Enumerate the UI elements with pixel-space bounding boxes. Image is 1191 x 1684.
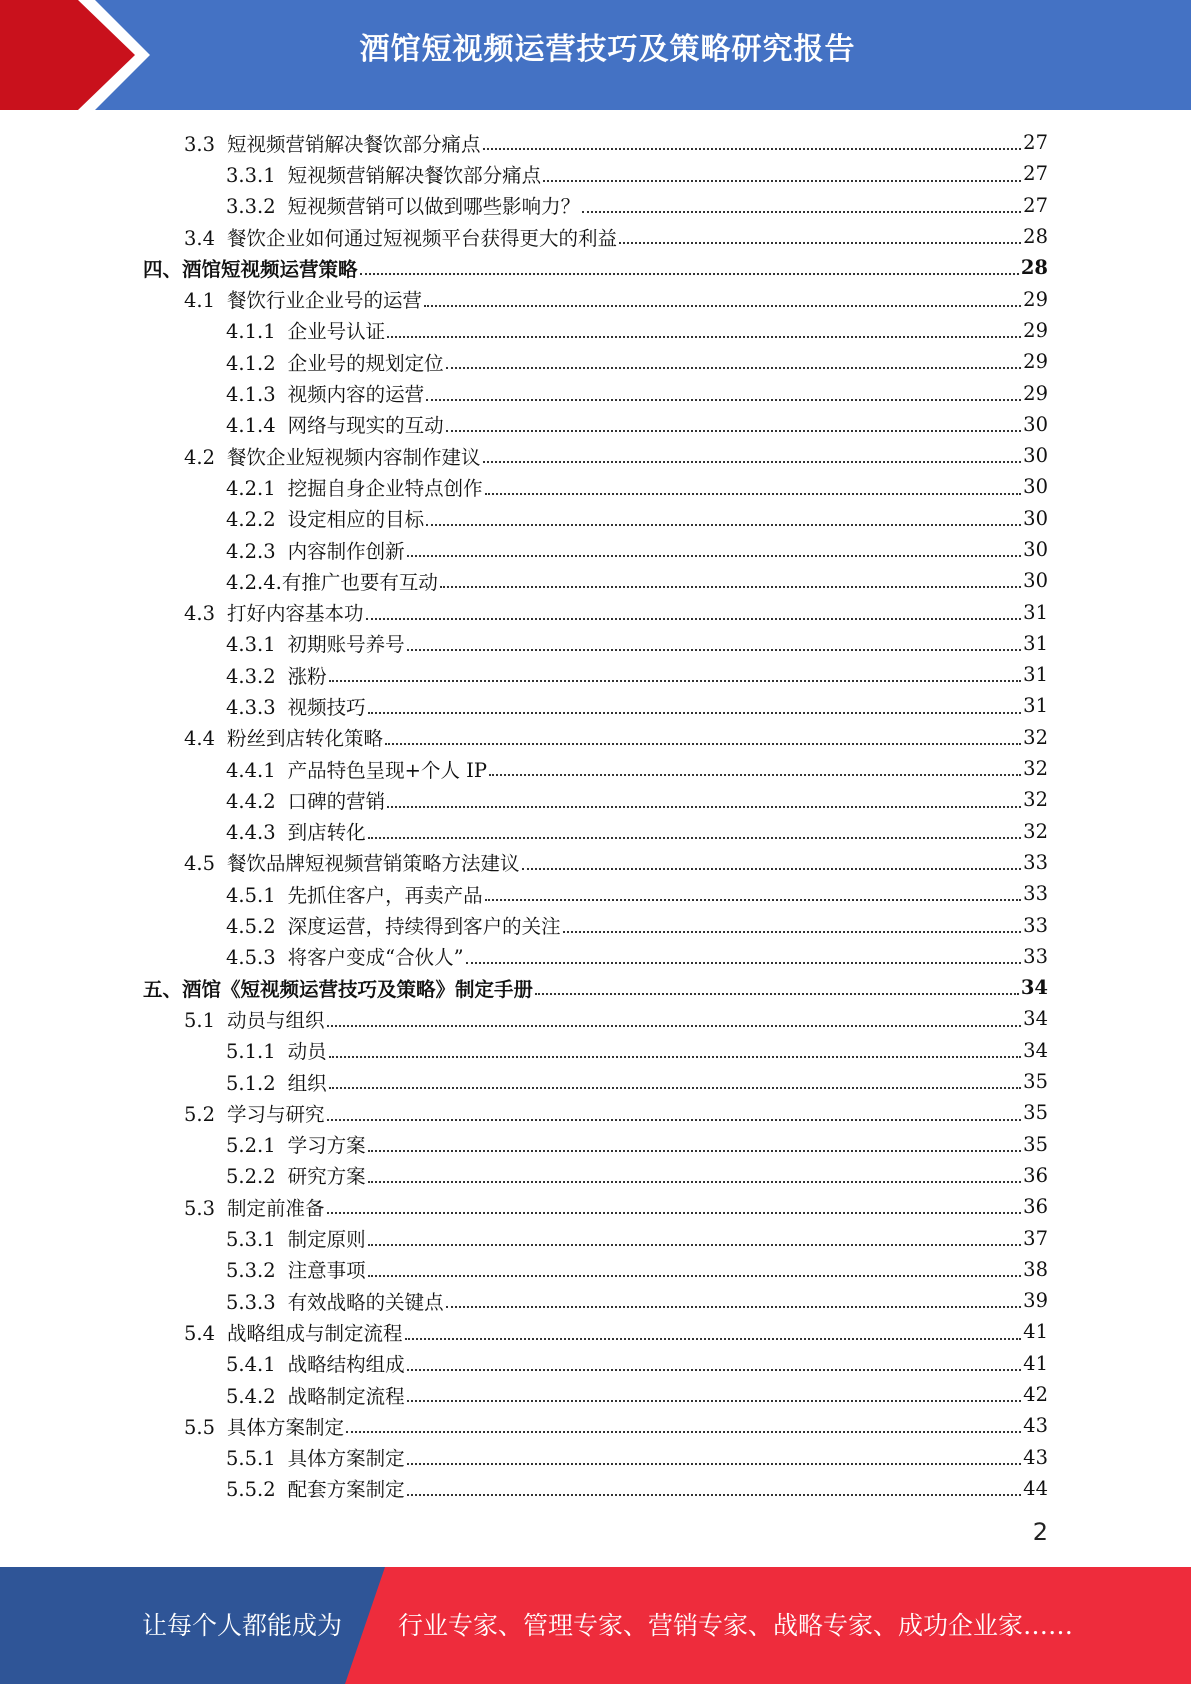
toc-entry-number: 5.4.1: [226, 1353, 276, 1377]
toc-entry-label: 战略制定流程: [287, 1384, 405, 1408]
toc-entry[interactable]: [0, 1441, 1191, 1472]
toc-entry-title: [184, 1099, 325, 1127]
toc-dot-leader: [327, 1025, 1022, 1027]
toc-dot-leader: [543, 180, 1021, 182]
toc-entry-number: 4.3.2: [226, 664, 276, 688]
toc-entry-title: [184, 1412, 344, 1440]
toc-entry-page: 35: [1023, 1132, 1048, 1156]
toc-entry-number: 5.5.1: [226, 1447, 276, 1471]
toc-entry-number: 4.4: [184, 727, 216, 751]
toc-entry[interactable]: [0, 596, 1191, 627]
toc-entry-page: 27: [1023, 162, 1048, 186]
toc-entry-label: 学习方案: [287, 1134, 366, 1158]
toc-entry-title: [226, 1474, 405, 1502]
toc-entry[interactable]: [0, 346, 1191, 377]
toc-entry-label: 战略组成与制定流程: [227, 1321, 403, 1345]
toc-entry-number: 5.5.2: [226, 1478, 276, 1502]
toc-dot-leader: [446, 367, 1022, 369]
toc-entry-title: [143, 974, 533, 1002]
toc-entry-title: [226, 1161, 366, 1189]
toc-dot-leader: [360, 273, 1019, 275]
toc-entry-number: 4.3.1: [226, 633, 276, 657]
toc-dot-leader: [407, 649, 1022, 651]
toc-entry-number: 4.3.3: [226, 695, 276, 719]
toc-entry-number: 4.2.4.: [226, 570, 282, 594]
toc-entry[interactable]: [0, 283, 1191, 314]
toc-entry-page: 37: [1023, 1226, 1048, 1250]
toc-entry-label: 研究方案: [287, 1165, 366, 1189]
toc-entry-page: 30: [1023, 569, 1048, 593]
toc-dot-leader: [368, 1244, 1022, 1246]
toc-entry-page: 30: [1023, 506, 1048, 530]
toc-entry-number: 5.4: [184, 1321, 216, 1345]
toc-entry-number: 4.2.2: [226, 508, 276, 532]
toc-entry-page: 38: [1023, 1257, 1048, 1281]
toc-entry-label: 口碑的营销: [287, 789, 386, 813]
toc-entry-number: 4.1.3: [226, 383, 276, 407]
toc-entry-label: 组织: [287, 1071, 327, 1095]
toc-entry[interactable]: [0, 252, 1191, 283]
toc-entry[interactable]: [0, 941, 1191, 972]
toc-entry-page: 34: [1023, 1007, 1048, 1031]
toc-entry[interactable]: [0, 1066, 1191, 1097]
toc-entry-title: [226, 191, 580, 219]
toc-entry[interactable]: [0, 1410, 1191, 1441]
toc-entry[interactable]: [0, 1379, 1191, 1410]
toc-dot-leader: [368, 1275, 1022, 1277]
toc-entry-number: 4.4.1: [226, 758, 276, 782]
toc-entry-title: [226, 629, 405, 657]
toc-entry-title: [226, 942, 464, 970]
toc-entry-number: 4.5.3: [226, 946, 276, 970]
toc-entry-page: 28: [1020, 256, 1048, 280]
toc-entry-page: 29: [1023, 350, 1048, 374]
toc-entry-number: 4.2: [184, 445, 216, 469]
toc-dot-leader: [535, 993, 1019, 995]
toc-dot-leader: [426, 524, 1021, 526]
toc-entry-number: 3.3.2: [226, 195, 276, 219]
toc-entry[interactable]: [0, 1222, 1191, 1253]
toc-dot-leader: [407, 1463, 1022, 1465]
toc-entry-number: 5.3.2: [226, 1259, 276, 1283]
toc-entry-number: 4.5.2: [226, 915, 276, 939]
toc-entry-title: [184, 1318, 403, 1346]
toc-entry[interactable]: [0, 1348, 1191, 1379]
toc-entry-page: 31: [1023, 663, 1048, 687]
toc-dot-leader: [368, 712, 1022, 714]
toc-entry-title: [184, 129, 481, 157]
toc-entry-number: 5.3.1: [226, 1228, 276, 1252]
toc-entry[interactable]: [0, 909, 1191, 940]
page-number: 2: [1032, 1518, 1048, 1546]
report-title: 酒馆短视频运营技巧及策略研究报告: [359, 32, 856, 67]
toc-entry-number: 3.3: [184, 132, 216, 156]
toc-entry-page: 31: [1023, 600, 1048, 624]
toc-entry-page: 29: [1023, 287, 1048, 311]
toc-dot-leader: [405, 1338, 1022, 1340]
toc-entry-label: 学习与研究: [227, 1102, 325, 1126]
toc-entry-page: 41: [1023, 1320, 1048, 1344]
toc-entry-title: [143, 254, 358, 282]
toc-entry[interactable]: [0, 1473, 1191, 1504]
toc-entry[interactable]: [0, 440, 1191, 471]
toc-dot-leader: [366, 618, 1022, 620]
toc-entry-title: [226, 379, 424, 407]
toc-dot-leader: [327, 1212, 1022, 1214]
toc-entry-page: 31: [1023, 694, 1048, 718]
toc-entry-label: 网络与现实的互动: [287, 414, 444, 438]
toc-entry[interactable]: [0, 847, 1191, 878]
toc-dot-leader: [387, 806, 1021, 808]
toc-dot-leader: [407, 1494, 1022, 1496]
toc-entry-label: 视频技巧: [287, 695, 366, 719]
toc-entry[interactable]: [0, 409, 1191, 440]
toc-entry-number: 5.2.2: [226, 1165, 276, 1189]
toc-entry-page: 44: [1023, 1476, 1048, 1500]
toc-dot-leader: [483, 148, 1022, 150]
toc-entry[interactable]: [0, 628, 1191, 659]
toc-entry[interactable]: [0, 1003, 1191, 1034]
toc-dot-leader: [440, 586, 1021, 588]
table-of-contents: [0, 127, 1191, 1504]
toc-entry-page: 33: [1023, 944, 1048, 968]
toc-entry-page: 43: [1023, 1445, 1048, 1469]
toc-entry-title: [226, 1287, 444, 1315]
toc-entry-label: 动员: [287, 1040, 327, 1064]
toc-entry-page: 34: [1020, 976, 1048, 1000]
toc-entry-page: 29: [1023, 381, 1048, 405]
toc-dot-leader: [522, 868, 1022, 870]
toc-entry-label: 餐饮企业短视频内容制作建议: [227, 445, 481, 469]
toc-entry-number: 4.2.1: [226, 476, 276, 500]
footer-slogan-right: 行业专家、管理专家、营销专家、战略专家、成功企业家……: [398, 1611, 1074, 1640]
toc-entry-label: 制定原则: [287, 1228, 366, 1252]
toc-entry-page: 32: [1023, 819, 1048, 843]
toc-entry[interactable]: [0, 878, 1191, 909]
toc-entry-number: 4.3: [184, 602, 216, 626]
toc-entry[interactable]: [0, 471, 1191, 502]
toc-entry-title: [226, 160, 541, 188]
toc-entry[interactable]: [0, 377, 1191, 408]
toc-entry[interactable]: [0, 722, 1191, 753]
toc-dot-leader: [329, 1087, 1022, 1089]
toc-entry-number: 5.5: [184, 1415, 216, 1439]
page-footer: [0, 1567, 1191, 1684]
toc-entry-number: 4.1.1: [226, 320, 276, 344]
toc-entry[interactable]: [0, 565, 1191, 596]
toc-entry-title: [226, 1130, 366, 1158]
toc-entry-page: 34: [1023, 1038, 1048, 1062]
toc-entry-label: 视频内容的运营: [287, 383, 425, 407]
toc-entry-page: 39: [1023, 1289, 1048, 1313]
toc-entry-label: 深度运营，持续得到客户的关注: [287, 915, 561, 939]
toc-dot-leader: [368, 837, 1022, 839]
toc-entry-label: 有推广也要有互动: [281, 570, 438, 594]
toc-entry-number: 3.4: [184, 226, 216, 250]
toc-entry-title: [226, 473, 483, 501]
toc-entry-page: 33: [1023, 850, 1048, 874]
toc-entry-page: 36: [1023, 1195, 1048, 1219]
toc-dot-leader: [483, 461, 1022, 463]
toc-entry[interactable]: [0, 1129, 1191, 1160]
toc-entry-number: 4.1: [184, 289, 216, 313]
toc-entry-page: 32: [1023, 757, 1048, 781]
toc-entry[interactable]: [0, 1097, 1191, 1128]
toc-entry-number: 4.2.3: [226, 539, 276, 563]
toc-entry-title: [226, 410, 444, 438]
toc-entry-label: 先抓住客户，再卖产品: [287, 883, 483, 907]
toc-entry[interactable]: [0, 190, 1191, 221]
toc-entry-label: 具体方案制定: [227, 1415, 345, 1439]
toc-entry-number: 4.1.4: [226, 414, 276, 438]
toc-entry-number: 4.4.3: [226, 821, 276, 845]
toc-entry[interactable]: [0, 659, 1191, 690]
toc-entry-page: 29: [1023, 318, 1048, 342]
toc-dot-leader: [407, 555, 1022, 557]
toc-dot-leader: [387, 336, 1021, 338]
toc-entry-label: 粉丝到店转化策略: [227, 727, 384, 751]
toc-entry-page: 27: [1023, 193, 1048, 217]
toc-dot-leader: [485, 493, 1022, 495]
toc-dot-leader: [619, 242, 1021, 244]
toc-entry-label: 企业号认证: [287, 320, 386, 344]
toc-entry-page: 27: [1023, 131, 1048, 155]
toc-entry-page: 32: [1023, 725, 1048, 749]
toc-entry-page: 36: [1023, 1163, 1048, 1187]
toc-entry-label: 挖掘自身企业特点创作: [287, 476, 483, 500]
toc-dot-leader: [329, 1056, 1022, 1058]
toc-entry[interactable]: [0, 315, 1191, 346]
toc-entry[interactable]: [0, 1191, 1191, 1222]
toc-entry-title: [184, 723, 383, 751]
toc-entry-number: 4.5: [184, 852, 216, 876]
toc-entry-title: [184, 1193, 325, 1221]
toc-entry-label: 内容制作创新: [287, 539, 405, 563]
toc-entry[interactable]: [0, 690, 1191, 721]
toc-entry-page: 33: [1023, 882, 1048, 906]
toc-entry-label: 打好内容基本功: [227, 602, 364, 626]
toc-dot-leader: [407, 1400, 1022, 1402]
toc-dot-leader: [489, 774, 1021, 776]
toc-entry[interactable]: [0, 1035, 1191, 1066]
toc-entry-number: 5.2.1: [226, 1134, 276, 1158]
toc-entry-label: 具体方案制定: [287, 1447, 405, 1471]
toc-entry-label: 产品特色呈现+个人 IP: [287, 758, 487, 782]
toc-dot-leader: [426, 399, 1021, 401]
toc-entry[interactable]: [0, 221, 1191, 252]
toc-entry-title: [226, 661, 327, 689]
toc-dot-leader: [385, 743, 1021, 745]
toc-entry[interactable]: [0, 1160, 1191, 1191]
toc-dot-leader: [368, 1181, 1022, 1183]
toc-entry-number: 4.5.1: [226, 883, 276, 907]
toc-entry[interactable]: [0, 1254, 1191, 1285]
toc-entry-title: [226, 786, 385, 814]
toc-dot-leader: [368, 1150, 1022, 1152]
toc-entry-page: 28: [1023, 225, 1048, 249]
toc-entry[interactable]: [0, 127, 1191, 158]
toc-dot-leader: [329, 680, 1022, 682]
toc-dot-leader: [407, 1369, 1022, 1371]
toc-entry-number: 5.1: [184, 1008, 216, 1032]
toc-entry-title: [226, 1255, 366, 1283]
toc-entry-label: 涨粉: [287, 664, 327, 688]
toc-entry-page: 33: [1023, 913, 1048, 937]
page-header: [0, 0, 1191, 110]
toc-entry-label: 配套方案制定: [287, 1478, 405, 1502]
toc-entry-title: [226, 1443, 405, 1471]
toc-entry-page: 43: [1023, 1414, 1048, 1438]
toc-entry-title: [184, 1005, 325, 1033]
toc-entry[interactable]: [0, 1316, 1191, 1347]
toc-entry-title: [226, 348, 444, 376]
toc-entry-title: [226, 1224, 366, 1252]
toc-dot-leader: [446, 1306, 1022, 1308]
toc-entry[interactable]: [0, 784, 1191, 815]
toc-entry-title: [226, 316, 385, 344]
toc-entry-page: 30: [1023, 444, 1048, 468]
toc-entry-title: [226, 817, 366, 845]
toc-dot-leader: [327, 1119, 1022, 1121]
toc-entry[interactable]: [0, 503, 1191, 534]
toc-entry-title: [184, 598, 364, 626]
toc-entry-label: 注意事项: [287, 1259, 366, 1283]
toc-entry-title: [226, 755, 487, 783]
toc-entry[interactable]: [0, 753, 1191, 784]
toc-dot-leader: [582, 211, 1021, 213]
toc-entry-title: [226, 567, 438, 595]
toc-entry-label: 到店转化: [287, 821, 366, 845]
toc-entry-page: 35: [1023, 1070, 1048, 1094]
toc-entry-number: 3.3.1: [226, 163, 276, 187]
toc-dot-leader: [446, 430, 1022, 432]
toc-entry-title: [184, 223, 617, 251]
toc-entry[interactable]: [0, 158, 1191, 189]
toc-entry-label: 企业号的规划定位: [287, 351, 444, 375]
toc-entry-page: 30: [1023, 538, 1048, 561]
toc-entry-label: 五、酒馆《短视频运营技巧及策略》制定手册: [143, 977, 534, 1001]
toc-dot-leader: [485, 899, 1022, 901]
toc-entry-label: 制定前准备: [227, 1196, 325, 1220]
toc-entry-label: 餐饮行业企业号的运营: [227, 289, 423, 313]
toc-entry-title: [226, 692, 366, 720]
toc-entry-number: 5.1.2: [226, 1071, 276, 1095]
toc-entry-label: 短视频营销可以做到哪些影响力？: [287, 195, 581, 219]
toc-entry-label: 短视频营销解决餐饮部分痛点: [287, 163, 542, 187]
toc-dot-leader: [346, 1431, 1021, 1433]
toc-dot-leader: [466, 962, 1022, 964]
toc-entry-page: 32: [1023, 788, 1048, 812]
toc-entry-label: 四、酒馆短视频运营策略: [143, 257, 358, 281]
toc-entry[interactable]: [0, 816, 1191, 847]
toc-entry-title: [226, 880, 483, 908]
toc-entry-label: 将客户变成“合伙人”: [287, 946, 464, 970]
toc-entry-label: 设定相应的目标: [287, 508, 425, 532]
toc-entry-number: 5.3.3: [226, 1290, 276, 1314]
toc-entry-label: 初期账号养号: [287, 633, 405, 657]
toc-entry-label: 餐饮品牌短视频营销策略方法建议: [227, 852, 520, 876]
toc-entry-title: [184, 848, 520, 876]
toc-entry-title: [184, 285, 422, 313]
toc-dot-leader: [563, 931, 1022, 933]
toc-entry-number: 5.1.1: [226, 1040, 276, 1064]
toc-dot-leader: [424, 305, 1021, 307]
toc-entry-number: 4.4.2: [226, 789, 276, 813]
toc-entry-number: 5.3: [184, 1196, 216, 1220]
toc-entry-title: [226, 1349, 405, 1377]
toc-entry[interactable]: [0, 972, 1191, 1003]
toc-entry-page: 35: [1023, 1101, 1048, 1125]
toc-entry-page: 30: [1023, 475, 1048, 499]
toc-entry-title: [226, 1381, 405, 1409]
toc-entry-label: 有效战略的关键点: [287, 1290, 444, 1314]
toc-entry-page: 30: [1023, 412, 1048, 436]
toc-entry-title: [226, 1068, 327, 1096]
toc-entry-title: [226, 536, 405, 564]
toc-entry-number: 5.2: [184, 1102, 216, 1126]
toc-entry-title: [226, 1036, 327, 1064]
toc-entry-page: 41: [1023, 1351, 1048, 1375]
toc-entry-title: [226, 911, 561, 939]
toc-entry[interactable]: [0, 534, 1191, 565]
toc-entry-label: 餐饮企业如何通过短视频平台获得更大的利益: [227, 226, 618, 250]
footer-slogan-left: 让每个人都能成为: [142, 1611, 343, 1640]
toc-entry-label: 战略结构组成: [287, 1353, 405, 1377]
toc-entry-page: 42: [1023, 1383, 1048, 1407]
toc-entry-number: 5.4.2: [226, 1384, 276, 1408]
toc-entry-title: [226, 504, 424, 532]
toc-entry-page: 31: [1023, 631, 1048, 655]
toc-entry-number: 4.1.2: [226, 351, 276, 375]
toc-entry-label: 动员与组织: [227, 1008, 325, 1032]
toc-entry-title: [184, 442, 481, 470]
toc-entry[interactable]: [0, 1285, 1191, 1316]
toc-entry-label: 短视频营销解决餐饮部分痛点: [227, 132, 481, 156]
